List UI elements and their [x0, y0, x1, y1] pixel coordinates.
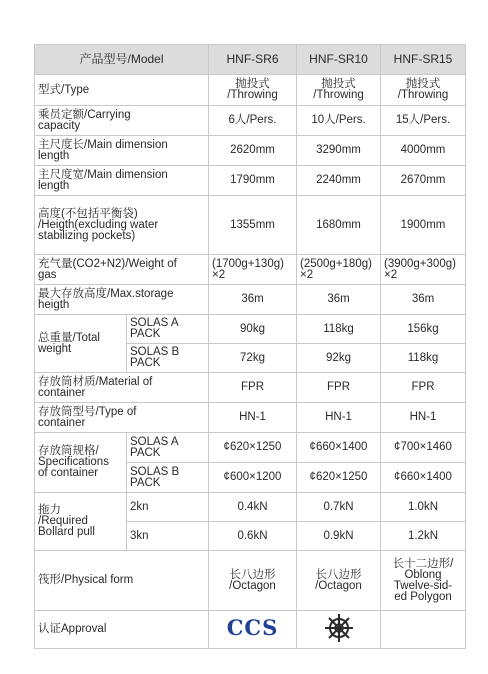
type-label: 型式/Type: [35, 75, 209, 106]
width-sr10: 2240mm: [297, 166, 381, 196]
width-sr6: 1790mm: [209, 166, 297, 196]
specs-a-sr15: ¢700×1460: [381, 433, 466, 463]
gas-sr10: (2500g+180g) ×2: [297, 255, 381, 285]
weight-a-sr6: 90kg: [209, 315, 297, 344]
height-sr6: 1355mm: [209, 196, 297, 255]
specs-label: 存放筒规格/ Specifications of container: [35, 433, 127, 493]
length-sr10: 3290mm: [297, 136, 381, 166]
storage-label: 最大存放高度/Max.storage heigth: [35, 285, 209, 315]
material-sr6: FPR: [209, 373, 297, 403]
bollard-3kn-sr10: 0.9kN: [297, 522, 381, 551]
type-sr15: 抛投式 /Throwing: [381, 75, 466, 106]
material-label: 存放筒材质/Material of container: [35, 373, 209, 403]
height-label: 高度(不包括平衡袋) /Heigth(excluding water stabilizing pockets): [35, 196, 209, 255]
header-row: [35, 45, 466, 75]
height-sr15: 1900mm: [381, 196, 466, 255]
specs-b-sr6: ¢600×1200: [209, 463, 297, 493]
bollard-3kn: 3kn: [127, 522, 209, 551]
capacity-label: 乘员定额/Carrying capacity: [35, 106, 209, 136]
type-row: [35, 75, 466, 106]
material-sr10: FPR: [297, 373, 381, 403]
approval-emblem-cell: [297, 611, 381, 649]
capacity-sr15: 15人/Pers.: [381, 106, 466, 136]
material-row: [35, 373, 466, 403]
approval-row: [35, 611, 466, 649]
capacity-sr6: 6人/Pers.: [209, 106, 297, 136]
container-type-sr6: HN-1: [209, 403, 297, 433]
approval-label: 认证Approval: [35, 611, 209, 649]
width-sr15: 2670mm: [381, 166, 466, 196]
form-sr15: 长十二边形/ Oblong Twelve-sid- ed Polygon: [381, 551, 466, 611]
form-sr6: 长八边形 /Octagon: [209, 551, 297, 611]
gas-sr6: (1700g+130g) ×2: [209, 255, 297, 285]
specs-a-row: [35, 433, 466, 463]
header-sr6: HNF-SR6: [209, 45, 297, 75]
gas-label: 充气量(CO2+N2)/Weight of gas: [35, 255, 209, 285]
weight-a-row: [35, 315, 466, 344]
approval-ccs-cell: [209, 611, 297, 649]
bollard-3kn-sr15: 1.2kN: [381, 522, 466, 551]
header-model: 产品型号/Model: [35, 45, 209, 75]
bollard-label: 拖力 /Required Bollard pull: [35, 493, 127, 551]
container-type-sr15: HN-1: [381, 403, 466, 433]
header-sr10: HNF-SR10: [297, 45, 381, 75]
height-sr10: 1680mm: [297, 196, 381, 255]
form-row: [35, 551, 466, 611]
weight-a-sr15: 156kg: [381, 315, 466, 344]
specs-a-sr6: ¢620×1250: [209, 433, 297, 463]
bollard-2kn-row: [35, 493, 466, 522]
bollard-2kn-sr10: 0.7kN: [297, 493, 381, 522]
bollard-2kn-sr6: 0.4kN: [209, 493, 297, 522]
length-sr15: 4000mm: [381, 136, 466, 166]
ccs-logo: CCS: [226, 614, 279, 640]
bollard-3kn-sr6: 0.6kN: [209, 522, 297, 551]
specs-b-sr15: ¢660×1400: [381, 463, 466, 493]
type-sr6: 抛投式 /Throwing: [209, 75, 297, 106]
weight-pack-a: SOLAS A PACK: [127, 315, 209, 344]
width-row: [35, 166, 466, 196]
storage-sr6: 36m: [209, 285, 297, 315]
spec-table: [34, 44, 466, 649]
type-sr10: 抛投式 /Throwing: [297, 75, 381, 106]
weight-pack-b: SOLAS B PACK: [127, 344, 209, 373]
weight-b-sr15: 118kg: [381, 344, 466, 373]
container-type-label: 存放筒型号/Type of container: [35, 403, 209, 433]
bollard-2kn-sr15: 1.0kN: [381, 493, 466, 522]
ship-wheel-emblem-icon: [324, 613, 354, 643]
container-type-sr10: HN-1: [297, 403, 381, 433]
weight-label: 总重量/Total weight: [35, 315, 127, 373]
form-sr10: 长八边形 /Octagon: [297, 551, 381, 611]
width-label: 主尺度宽/Main dimension length: [35, 166, 209, 196]
weight-a-sr10: 118kg: [297, 315, 381, 344]
gas-row: [35, 255, 466, 285]
capacity-sr10: 10人/Pers.: [297, 106, 381, 136]
specs-pack-b: SOLAS B PACK: [127, 463, 209, 493]
container-type-row: [35, 403, 466, 433]
specs-a-sr10: ¢660×1400: [297, 433, 381, 463]
storage-sr15: 36m: [381, 285, 466, 315]
form-label: 筏形/Physical form: [35, 551, 209, 611]
length-label: 主尺度长/Main dimension length: [35, 136, 209, 166]
approval-empty-cell: [381, 611, 466, 649]
storage-row: [35, 285, 466, 315]
capacity-row: [35, 106, 466, 136]
material-sr15: FPR: [381, 373, 466, 403]
specs-b-sr10: ¢620×1250: [297, 463, 381, 493]
height-row: [35, 196, 466, 255]
length-row: [35, 136, 466, 166]
weight-b-sr10: 92kg: [297, 344, 381, 373]
length-sr6: 2620mm: [209, 136, 297, 166]
weight-b-sr6: 72kg: [209, 344, 297, 373]
gas-sr15: (3900g+300g) ×2: [381, 255, 466, 285]
bollard-2kn: 2kn: [127, 493, 209, 522]
storage-sr10: 36m: [297, 285, 381, 315]
specs-pack-a: SOLAS A PACK: [127, 433, 209, 463]
header-sr15: HNF-SR15: [381, 45, 466, 75]
